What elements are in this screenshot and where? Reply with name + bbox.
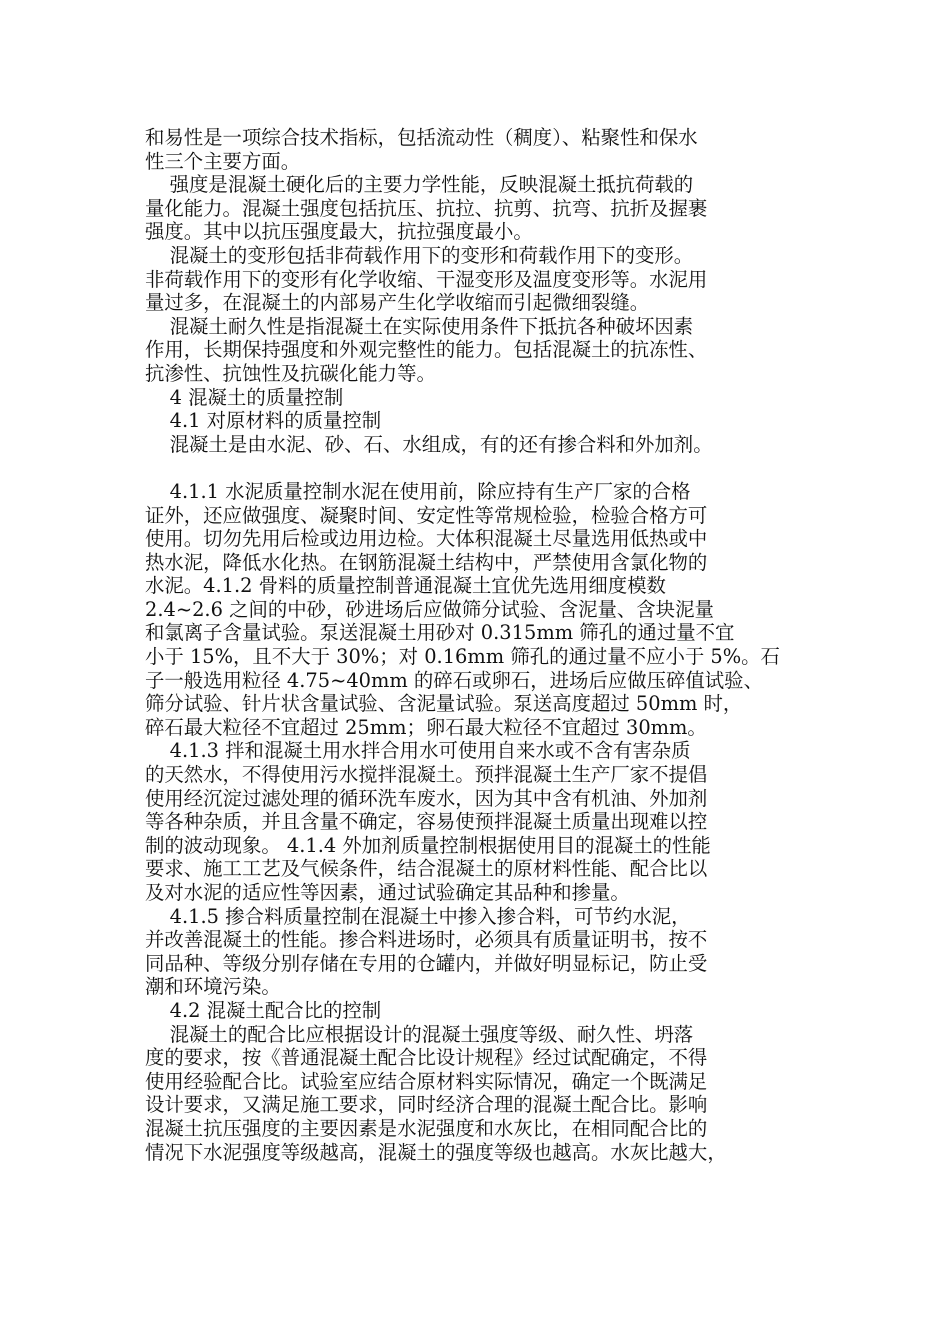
text-line: 证外，还应做强度、凝聚时间、安定性等常规检验，检验合格方可 <box>145 503 708 527</box>
text-line: 及对水泥的适应性等因素，通过试验确定其品种和掺量。 <box>145 881 630 904</box>
text-line: 设计要求，又满足施工要求，同时经济合理的混凝土配合比。影响 <box>145 1093 708 1117</box>
text-line: 碎石最大粒径不宜超过 25mm；卵石最大粒径不宜超过 30mm。 <box>145 715 707 739</box>
blank-line <box>145 456 810 480</box>
text-line: 子一般选用粒径 4.75~40mm 的碎石或卵石，进场后应做压碎值试验、 <box>145 668 763 692</box>
text-line: 同品种、等级分别存储在专用的仓罐内，并做好明显标记，防止受 <box>145 951 708 975</box>
text-line: 4 混凝土的质量控制 <box>145 385 344 409</box>
text-line: 小于 15%，且不大于 30%；对 0.16mm 筛孔的通过量不应小于 5%。石 <box>145 645 780 669</box>
text-line: 4.1.3 拌和混凝土用水拌合用水可使用自来水或不含有害杂质 <box>145 739 691 763</box>
text-line: 制的波动现象。 4.1.4 外加剂质量控制根据使用目的混凝土的性能 <box>145 833 711 857</box>
text-line: 情况下水泥强度等级越高，混凝土的强度等级也越高。水灰比越大， <box>145 1140 727 1164</box>
text-line: 非荷载作用下的变形有化学收缩、干湿变形及温度变形等。水泥用 <box>145 267 708 291</box>
text-line: 强度是混凝土硬化后的主要力学性能，反映混凝土抵抗荷载的 <box>145 173 694 197</box>
text-line: 强度。其中以抗压强度最大，抗拉强度最小。 <box>145 220 533 244</box>
text-line: 量化能力。混凝土强度包括抗压、抗拉、抗剪、抗弯、抗折及握裹 <box>145 196 708 220</box>
text-line: 作用，长期保持强度和外观完整性的能力。包括混凝土的抗冻性、 <box>145 338 708 362</box>
text-line: 4.1.5 掺合料质量控制在混凝土中掺入掺合料，可节约水泥， <box>145 904 691 928</box>
text-line: 并改善混凝土的性能。掺合料进场时，必须具有质量证明书，按不 <box>145 928 708 952</box>
text-line: 量过多，在混凝土的内部易产生化学收缩而引起微细裂缝。 <box>145 291 650 315</box>
text-line: 4.1.1 水泥质量控制水泥在使用前，除应持有生产厂家的合格 <box>145 479 691 503</box>
text-line: 性三个主要方面。 <box>145 149 301 173</box>
text-line: 混凝土的配合比应根据设计的混凝土强度等级、耐久性、坍落 <box>145 1022 694 1046</box>
text-line: 潮和环境污染。 <box>145 975 281 999</box>
document-body <box>145 126 810 1164</box>
text-line: 和易性是一项综合技术指标，包括流动性（稠度）、粘聚性和保水 <box>145 126 698 149</box>
text-line: 抗渗性、抗蚀性及抗碳化能力等。 <box>145 361 436 385</box>
text-line: 混凝土的变形包括非荷载作用下的变形和荷载作用下的变形。 <box>145 243 694 267</box>
text-line: 4.2 混凝土配合比的控制 <box>145 998 382 1022</box>
text-line: 度的要求，按《普通混凝土配合比设计规程》经过试配确定，不得 <box>145 1046 708 1070</box>
text-line: 要求、施工工艺及气候条件，结合混凝土的原材料性能、配合比以 <box>145 857 708 881</box>
text-line: 筛分试验、针片状含量试验、含泥量试验。泵送高度超过 50mm 时， <box>145 692 743 716</box>
text-line: 4.1 对原材料的质量控制 <box>145 409 382 433</box>
text-line: 和氯离子含量试验。泵送混凝土用砂对 0.315mm 筛孔的通过量不宜 <box>145 621 735 645</box>
text-line: 的天然水，不得使用污水搅拌混凝土。预拌混凝土生产厂家不提倡 <box>145 763 708 787</box>
text-line: 等各种杂质，并且含量不确定，容易使预拌混凝土质量出现难以控 <box>145 810 708 834</box>
text-line: 使用经沉淀过滤处理的循环洗车废水，因为其中含有机油、外加剂 <box>145 786 708 810</box>
text-line: 混凝土是由水泥、砂、石、水组成，有的还有掺合料和外加剂。 <box>145 432 713 456</box>
text-line: 热水泥，降低水化热。在钢筋混凝土结构中，严禁使用含氯化物的 <box>145 550 708 574</box>
text-line: 混凝土抗压强度的主要因素是水泥强度和水灰比，在相同配合比的 <box>145 1116 708 1140</box>
text-line: 水泥。4.1.2 骨料的质量控制普通混凝土宜优先选用细度模数 <box>145 574 666 598</box>
text-line: 使用经验配合比。试验室应结合原材料实际情况，确定一个既满足 <box>145 1069 708 1093</box>
text-line: 2.4~2.6 之间的中砂，砂进场后应做筛分试验、含泥量、含块泥量 <box>145 597 714 621</box>
text-line: 使用。切勿先用后检或边用边检。大体积混凝土尽量选用低热或中 <box>145 527 708 551</box>
text-line: 混凝土耐久性是指混凝土在实际使用条件下抵抗各种破坏因素 <box>145 314 694 338</box>
